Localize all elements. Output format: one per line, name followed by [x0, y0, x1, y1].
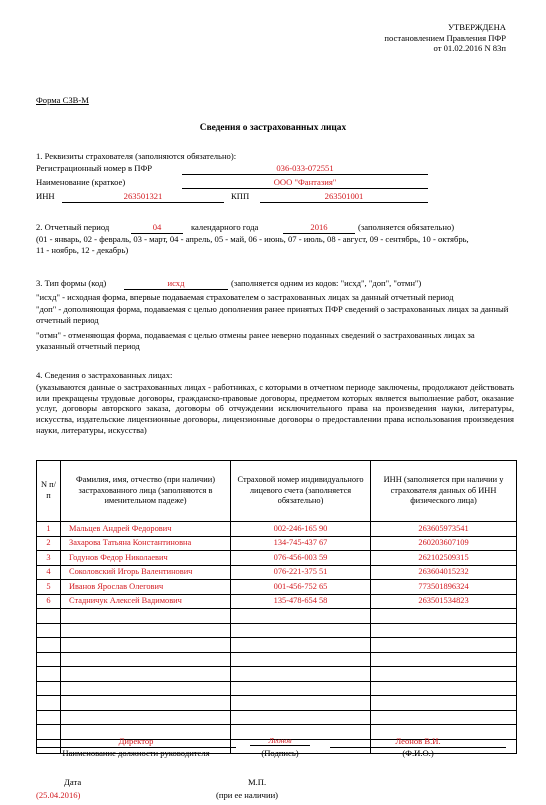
col-header-inn: ИНН (заполняется при наличии у страхователя данных об ИНН физического лица) — [371, 461, 517, 522]
empty-cell[interactable] — [61, 652, 231, 667]
inn-label: ИНН — [36, 191, 55, 201]
empty-cell[interactable] — [61, 696, 231, 711]
table-header-row — [37, 461, 517, 522]
empty-cell[interactable] — [61, 638, 231, 653]
form-type-dop-desc: "доп" - дополняющая форма, подаваемая с целью дополнения ранее принятых ПФР сведений о застрахованных лицах за данный отчетный период — [36, 304, 509, 325]
table-row-empty — [37, 681, 517, 696]
row-inn[interactable]: 263501534823 — [371, 594, 517, 609]
col-header-fullname: Фамилия, имя, отчество (при наличии) застрахованного лица (заполняются в именительном падеже) — [61, 461, 231, 522]
table-row — [37, 551, 517, 566]
table-row-empty — [37, 609, 517, 624]
row-inn[interactable]: 260203607109 — [371, 536, 517, 551]
table-row — [37, 594, 517, 609]
row-fullname[interactable]: Мальцев Андрей Федорович — [61, 522, 231, 537]
row-number[interactable]: 2 — [37, 536, 61, 551]
empty-cell[interactable] — [371, 609, 517, 624]
form-type-otmn-desc: "отмн" - отменяющая форма, подаваемая с целью отмены ранее неверно поданных сведений о застрахованных лицах за указанный отчетный период — [36, 330, 475, 351]
approval-by: постановлением Правления ПФР — [384, 32, 506, 43]
row-fullname[interactable]: Захарова Татьяна Константиновна — [61, 536, 231, 551]
col-header-snils: Страховой номер индивидуального лицевого счета (заполняется обязательно) — [231, 461, 371, 522]
empty-cell[interactable] — [231, 638, 371, 653]
fio-field[interactable]: Леонов В.И. — [330, 736, 506, 748]
row-fullname[interactable]: Стадничук Алексей Вадимович — [61, 594, 231, 609]
kpp-field[interactable]: 263501001 — [260, 191, 428, 203]
form-type-label: 3. Тип формы (код) — [36, 278, 107, 288]
empty-cell[interactable] — [371, 638, 517, 653]
position-field[interactable]: Директор — [36, 736, 236, 748]
empty-cell[interactable] — [37, 667, 61, 682]
row-snils[interactable]: 135-478-654 58 — [231, 594, 371, 609]
empty-cell[interactable] — [37, 681, 61, 696]
empty-cell[interactable] — [371, 623, 517, 638]
row-number[interactable]: 1 — [37, 522, 61, 537]
date-field[interactable]: (25.04.2016) — [36, 790, 81, 800]
form-type-field[interactable]: исхд — [124, 278, 228, 290]
reg-number-label: Регистрационный номер в ПФР — [36, 163, 153, 173]
table-row-empty — [37, 638, 517, 653]
document-title: Сведения о застрахованных лицах — [199, 123, 347, 133]
empty-cell[interactable] — [37, 652, 61, 667]
position-label: Наименование должности руководителя — [62, 748, 210, 758]
period-required-note: (заполняется обязательно) — [358, 222, 455, 232]
table-row-empty — [37, 623, 517, 638]
empty-cell[interactable] — [371, 652, 517, 667]
empty-cell[interactable] — [231, 710, 371, 725]
year-field[interactable]: 2016 — [283, 222, 355, 234]
signature-label: (Подпись) — [261, 748, 299, 758]
empty-cell[interactable] — [37, 609, 61, 624]
empty-cell[interactable] — [37, 623, 61, 638]
empty-cell[interactable] — [37, 638, 61, 653]
empty-cell[interactable] — [37, 710, 61, 725]
row-inn[interactable]: 263604015232 — [371, 565, 517, 580]
empty-cell[interactable] — [231, 667, 371, 682]
table-row-empty — [37, 710, 517, 725]
form-type-ishd-desc: "исхд" - исходная форма, впервые подаваемая страхователем о застрахованных лицах за данный отчетный период — [36, 292, 454, 302]
signature-field[interactable]: Леонов — [250, 736, 310, 746]
months-legend-line2: 11 - ноябрь, 12 - декабрь) — [36, 245, 129, 255]
row-fullname[interactable]: Иванов Ярослав Олегович — [61, 580, 231, 595]
fio-label: (Ф.И.О.) — [402, 748, 434, 758]
table-row-empty — [37, 652, 517, 667]
empty-cell[interactable] — [61, 623, 231, 638]
section4-note: (указываются данные о застрахованных лицах - работниках, с которыми в отчетном периоде заключены, продолжают действовать или прекращены трудовые договоры, гражданско-правовые договоры, предметом которых является выполнение работ, оказание услуг, договоры авторского заказа, договоры об отчуждении исключительного права на произведения науки, литературы, искусства, издательские лицензионные договоры, лицензионные договоры о предоставлении права использования произведения науки, литературы, искусства) — [36, 382, 514, 435]
stamp-label: М.П. — [248, 777, 267, 787]
kpp-label: КПП — [231, 191, 250, 201]
row-number[interactable]: 6 — [37, 594, 61, 609]
empty-cell[interactable] — [371, 710, 517, 725]
insured-persons-table — [36, 460, 517, 754]
org-name-label: Наименование (краткое) — [36, 177, 126, 187]
row-inn[interactable]: 262102509315 — [371, 551, 517, 566]
empty-cell[interactable] — [61, 667, 231, 682]
row-number[interactable]: 4 — [37, 565, 61, 580]
empty-cell[interactable] — [61, 710, 231, 725]
form-name: Форма СЗВ-М — [36, 95, 89, 105]
section4-heading: 4. Сведения о застрахованных лицах: — [36, 370, 173, 380]
row-fullname[interactable]: Соколовский Игорь Валентинович — [61, 565, 231, 580]
col-header-number: N п/п — [37, 461, 61, 522]
approval-date: от 01.02.2016 N 83п — [433, 43, 506, 54]
table-row — [37, 536, 517, 551]
empty-cell[interactable] — [37, 696, 61, 711]
row-number[interactable]: 5 — [37, 580, 61, 595]
empty-cell[interactable] — [371, 681, 517, 696]
row-snils[interactable]: 076-221-375 51 — [231, 565, 371, 580]
table-row — [37, 565, 517, 580]
empty-cell[interactable] — [231, 681, 371, 696]
empty-cell[interactable] — [61, 609, 231, 624]
org-name-field[interactable]: ООО "Фантазия" — [182, 177, 428, 189]
row-inn[interactable]: 773501896324 — [371, 580, 517, 595]
inn-field[interactable]: 263501321 — [62, 191, 224, 203]
row-snils[interactable]: 076-456-003 59 — [231, 551, 371, 566]
approval-block — [384, 22, 506, 54]
empty-cell[interactable] — [371, 696, 517, 711]
table-row-empty — [37, 696, 517, 711]
empty-cell[interactable] — [231, 652, 371, 667]
reg-number-field[interactable]: 036-033-072551 — [182, 163, 428, 175]
form-type-note: (заполняется одним из кодов: "исхд", "доп", "отмн") — [231, 278, 422, 288]
table-row — [37, 580, 517, 595]
approval-title: УТВЕРЖДЕНА — [447, 22, 506, 32]
empty-cell[interactable] — [231, 696, 371, 711]
row-fullname[interactable]: Годунов Федор Николаевич — [61, 551, 231, 566]
empty-cell[interactable] — [231, 623, 371, 638]
months-legend-line1: (01 - январь, 02 - февраль, 03 - март, 04 - апрель, 05 - май, 06 - июнь, 07 - июль, 08 - август, 09 - сентябрь, 10 - октябрь, — [36, 234, 469, 244]
period-field[interactable]: 04 — [131, 222, 183, 234]
table-row-empty — [37, 667, 517, 682]
row-snils[interactable]: 001-456-752 65 — [231, 580, 371, 595]
date-label: Дата — [64, 777, 82, 787]
empty-cell[interactable] — [231, 609, 371, 624]
row-snils[interactable]: 134-745-437 67 — [231, 536, 371, 551]
row-snils[interactable]: 002-246-165 90 — [231, 522, 371, 537]
year-label: календарного года — [191, 222, 259, 232]
empty-cell[interactable] — [61, 681, 231, 696]
row-inn[interactable]: 263605973541 — [371, 522, 517, 537]
empty-cell[interactable] — [371, 667, 517, 682]
row-number[interactable]: 3 — [37, 551, 61, 566]
section1-heading: 1. Реквизиты страхователя (заполняются обязательно): — [36, 151, 237, 161]
period-label: 2. Отчетный период — [36, 222, 110, 232]
table-row — [37, 522, 517, 537]
stamp-note: (при ее наличии) — [216, 790, 279, 800]
